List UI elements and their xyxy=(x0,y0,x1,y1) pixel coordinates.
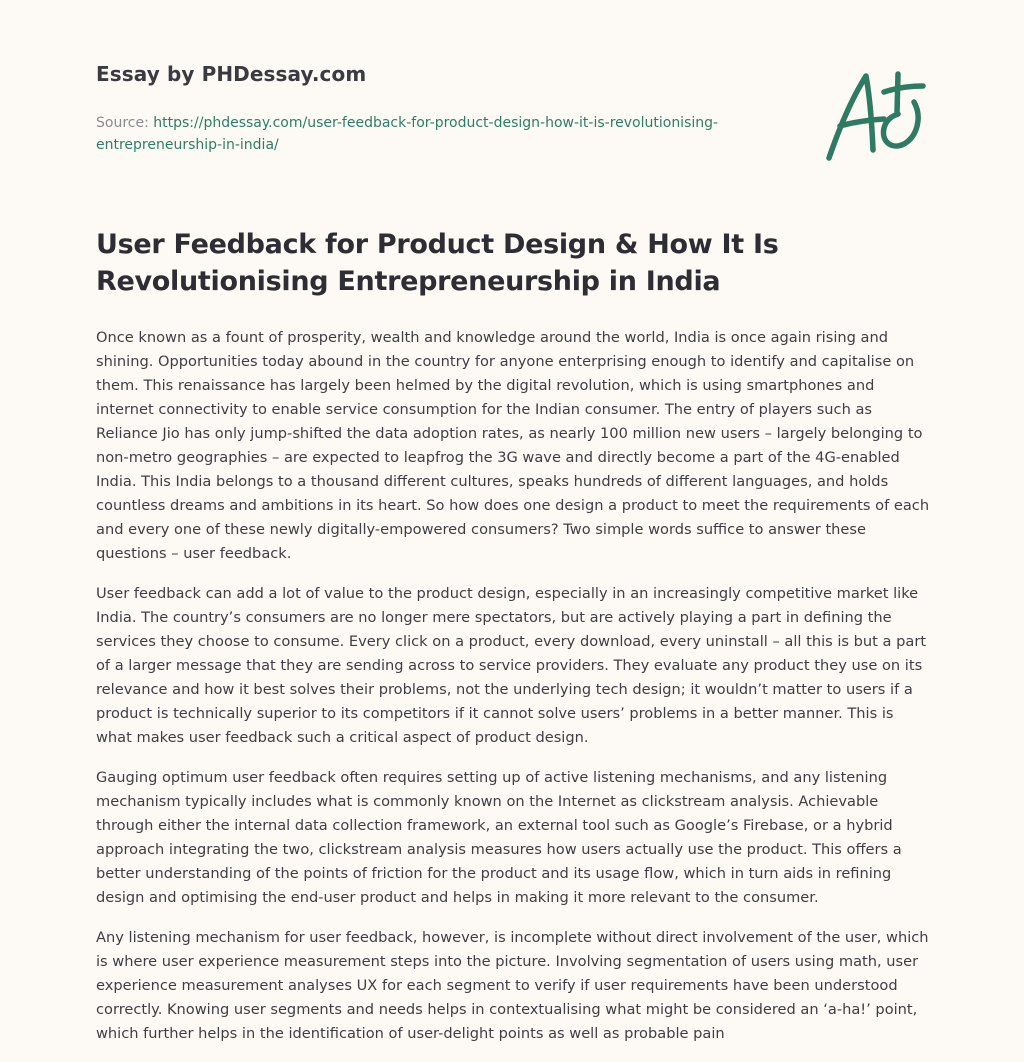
source-line xyxy=(96,112,736,156)
a-plus-grade-logo-icon xyxy=(818,66,930,166)
brand-title: Essay by PHDessay.com xyxy=(96,62,367,86)
source-link[interactable]: https://phdessay.com/user-feedback-for-product-design-how-it-is-revolutionising-entrepreneurship-in-india/ xyxy=(96,115,719,153)
article-body xyxy=(96,326,930,1062)
paragraph: Once known as a fount of prosperity, wealth and knowledge around the world, India is once again rising and shining. Opportunities today abound in the country for anyone enterprising enough to identify and capitalise on them. This renaissance has largely been helmed by the digital revolution, which is using smartphones and internet connectivity to enable service consumption for the Indian consumer. The entry of players such as Reliance Jio has only jump-shifted the data adoption rates, as nearly 100 million new users – largely belonging to non-metro geographies – are expected to leapfrog the 3G wave and directly become a part of the 4G-enabled India. This India belongs to a thousand different cultures, speaks hundreds of different languages, and holds countless dreams and ambitions in its heart. So how does one design a product to meet the requirements of each and every one of these newly digitally-empowered consumers? Two simple words suffice to answer these questions – user feedback. xyxy=(96,329,930,562)
essay-header xyxy=(96,62,736,156)
source-label: Source: xyxy=(96,115,154,131)
article-title: User Feedback for Product Design & How It Is Revolutionising Entrepreneurship in India xyxy=(96,229,779,297)
paragraph: Any listening mechanism for user feedback, however, is incomplete without direct involvement of the user, which is where user experience measurement steps into the picture. Involving segmentation of users using math, user experience measurement analyses UX for each segment to verify if user requirements have been understood correctly. Knowing user segments and needs helps in contextualising what might be considered an ‘a-ha!’ point, which further helps in the identification of user-delight points as well as probable pain xyxy=(96,929,929,1042)
paragraph: User feedback can add a lot of value to the product design, especially in an increasingly competitive market like India. The country’s consumers are no longer mere spectators, but are actively playing a part in defining the services they choose to consume. Every click on a product, every download, every uninstall – all this is but a part of a larger message that they are sending across to service providers. They evaluate any product they use on its relevance and how it best solves their problems, not the underlying tech design; it wouldn’t matter to users if a product is technically superior to its competitors if it cannot solve users’ problems in a better manner. This is what makes user feedback such a critical aspect of product design. xyxy=(96,585,927,746)
paragraph: Gauging optimum user feedback often requires setting up of active listening mechanisms, and any listening mechanism typically includes what is commonly known on the Internet as clickstream analysis. Achievable through either the internal data collection framework, an external tool such as Google’s Firebase, or a hybrid approach integrating the two, clickstream analysis measures how users actually use the product. This offers a better understanding of the points of friction for the product and its usage flow, which in turn aids in refining design and optimising the end-user product and helps in making it more relevant to the consumer. xyxy=(96,769,902,906)
